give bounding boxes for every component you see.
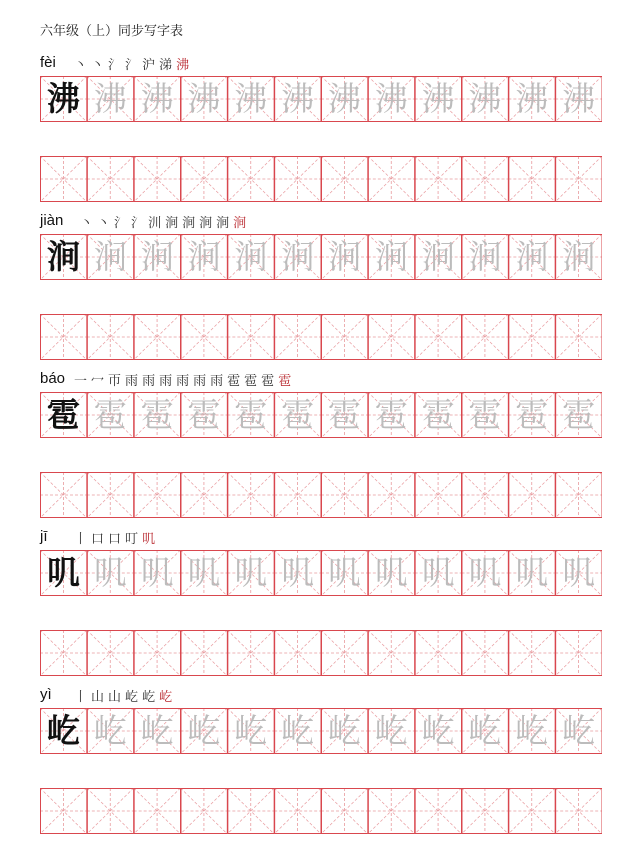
stroke-step: 丨 — [74, 690, 88, 705]
stroke-step: 山 — [91, 690, 105, 705]
stroke-step: 雨 — [193, 374, 207, 389]
stroke-order — [74, 54, 189, 73]
trace-character: 屹 — [374, 711, 408, 750]
trace-character: 涧 — [468, 237, 502, 276]
stroke-step: 雹 — [244, 374, 258, 389]
trace-character: 涧 — [562, 237, 596, 276]
stroke-step: 雨 — [159, 374, 173, 389]
stroke-step: 丶 — [91, 58, 105, 73]
stroke-step: 涕 — [159, 58, 173, 73]
trace-character: 雹 — [281, 395, 315, 434]
stroke-step: 口 — [108, 532, 122, 547]
trace-character: 雹 — [234, 395, 268, 434]
pinyin: jiàn — [40, 212, 64, 229]
char-block-4 — [40, 684, 602, 834]
stroke-step: 氵 — [108, 58, 122, 73]
practice-row — [40, 708, 602, 754]
trace-character: 屹 — [234, 711, 268, 750]
trace-character: 沸 — [187, 79, 221, 118]
blank-practice-row[interactable] — [40, 788, 602, 834]
pinyin: jī — [40, 528, 48, 545]
stroke-order — [74, 528, 155, 547]
blank-grid — [40, 472, 602, 518]
pinyin: fèi — [40, 54, 56, 71]
trace-character: 叽 — [187, 553, 221, 592]
page-title: 六年级（上）同步写字表 — [40, 24, 184, 39]
trace-character: 叽 — [327, 553, 361, 592]
trace-character: 沸 — [468, 79, 502, 118]
trace-character: 沸 — [234, 79, 268, 118]
trace-character: 叽 — [562, 553, 596, 592]
trace-character: 叽 — [93, 553, 127, 592]
trace-character: 叽 — [421, 553, 455, 592]
trace-character: 沸 — [93, 79, 127, 118]
trace-character: 雹 — [562, 395, 596, 434]
header-row — [40, 210, 602, 234]
stroke-step: 雨 — [176, 374, 190, 389]
trace-character: 涧 — [374, 237, 408, 276]
model-character: 涧 — [46, 237, 80, 276]
stroke-step: 帀 — [108, 374, 122, 389]
stroke-step: 雨 — [210, 374, 224, 389]
stroke-step: 雹 — [227, 374, 241, 389]
trace-character: 涧 — [515, 237, 549, 276]
stroke-step: 雹 — [261, 374, 275, 389]
trace-character: 涧 — [93, 237, 127, 276]
model-character: 屹 — [46, 711, 80, 750]
header-row — [40, 684, 602, 708]
model-character: 叽 — [46, 553, 80, 592]
trace-character: 沸 — [515, 79, 549, 118]
model-character: 沸 — [46, 79, 80, 118]
practice-row — [40, 234, 602, 280]
trace-character: 雹 — [187, 395, 221, 434]
trace-character: 雹 — [468, 395, 502, 434]
trace-character: 涧 — [281, 237, 315, 276]
stroke-step: 涧 — [199, 216, 213, 231]
stroke-step: 一 — [74, 374, 88, 389]
trace-character: 涧 — [140, 237, 174, 276]
header-row — [40, 52, 602, 76]
stroke-step: 涧 — [182, 216, 196, 231]
trace-character: 叽 — [140, 553, 174, 592]
pinyin: yì — [40, 686, 52, 703]
trace-character: 屹 — [140, 711, 174, 750]
pinyin: báo — [40, 370, 66, 387]
stroke-order — [74, 686, 172, 705]
stroke-step: 涧 — [233, 216, 247, 231]
practice-row — [40, 392, 602, 438]
trace-character: 雹 — [140, 395, 174, 434]
stroke-step: 丶 — [74, 58, 88, 73]
blank-practice-row[interactable] — [40, 472, 602, 518]
header-row — [40, 526, 602, 550]
trace-character: 沸 — [562, 79, 596, 118]
trace-character: 屹 — [187, 711, 221, 750]
blank-practice-row[interactable] — [40, 156, 602, 202]
trace-character: 涧 — [187, 237, 221, 276]
stroke-step: 冖 — [91, 374, 105, 389]
char-block-3 — [40, 526, 602, 676]
trace-character: 雹 — [327, 395, 361, 434]
stroke-step: 丶 — [80, 216, 94, 231]
trace-character: 沸 — [140, 79, 174, 118]
blank-grid — [40, 630, 602, 676]
char-block-2 — [40, 368, 602, 518]
stroke-step: 涧 — [165, 216, 179, 231]
trace-character: 沸 — [421, 79, 455, 118]
blank-grid — [40, 156, 602, 202]
trace-character: 屹 — [468, 711, 502, 750]
blank-grid — [40, 788, 602, 834]
stroke-step: 屹 — [159, 690, 173, 705]
trace-character: 涧 — [421, 237, 455, 276]
trace-character: 屹 — [421, 711, 455, 750]
trace-character: 雹 — [421, 395, 455, 434]
trace-character: 屹 — [327, 711, 361, 750]
trace-character: 雹 — [515, 395, 549, 434]
stroke-step: 雹 — [278, 374, 292, 389]
practice-row — [40, 76, 602, 122]
trace-character: 叽 — [468, 553, 502, 592]
trace-character: 屹 — [562, 711, 596, 750]
blank-grid — [40, 314, 602, 360]
char-block-0 — [40, 52, 602, 202]
stroke-step: 沸 — [176, 58, 190, 73]
trace-character: 叽 — [515, 553, 549, 592]
stroke-step: 山 — [108, 690, 122, 705]
blank-practice-row[interactable] — [40, 630, 602, 676]
trace-character: 叽 — [281, 553, 315, 592]
char-block-1 — [40, 210, 602, 360]
blank-practice-row[interactable] — [40, 314, 602, 360]
stroke-step: 汌 — [148, 216, 162, 231]
stroke-order — [74, 370, 291, 389]
trace-character: 屹 — [93, 711, 127, 750]
practice-row — [40, 550, 602, 596]
trace-character: 屹 — [281, 711, 315, 750]
stroke-step: 雨 — [142, 374, 156, 389]
stroke-step: 氵 — [125, 58, 139, 73]
stroke-step: 氵 — [114, 216, 128, 231]
trace-character: 雹 — [93, 395, 127, 434]
stroke-step: 雨 — [125, 374, 139, 389]
trace-character: 沸 — [281, 79, 315, 118]
stroke-order — [80, 212, 246, 231]
stroke-step: 丶 — [97, 216, 111, 231]
trace-character: 屹 — [515, 711, 549, 750]
trace-character: 沸 — [327, 79, 361, 118]
stroke-step: 丨 — [74, 532, 88, 547]
stroke-step: 口 — [91, 532, 105, 547]
trace-character: 涧 — [327, 237, 361, 276]
stroke-step: 屹 — [125, 690, 139, 705]
stroke-step: 氵 — [131, 216, 145, 231]
stroke-step: 沪 — [142, 58, 156, 73]
trace-character: 沸 — [374, 79, 408, 118]
stroke-step: 叮 — [125, 532, 139, 547]
stroke-step: 涧 — [216, 216, 230, 231]
stroke-step: 屹 — [142, 690, 156, 705]
trace-character: 叽 — [234, 553, 268, 592]
header-row — [40, 368, 602, 392]
trace-character: 雹 — [374, 395, 408, 434]
trace-character: 叽 — [374, 553, 408, 592]
model-character: 雹 — [46, 395, 80, 434]
trace-character: 涧 — [234, 237, 268, 276]
stroke-step: 叽 — [142, 532, 156, 547]
